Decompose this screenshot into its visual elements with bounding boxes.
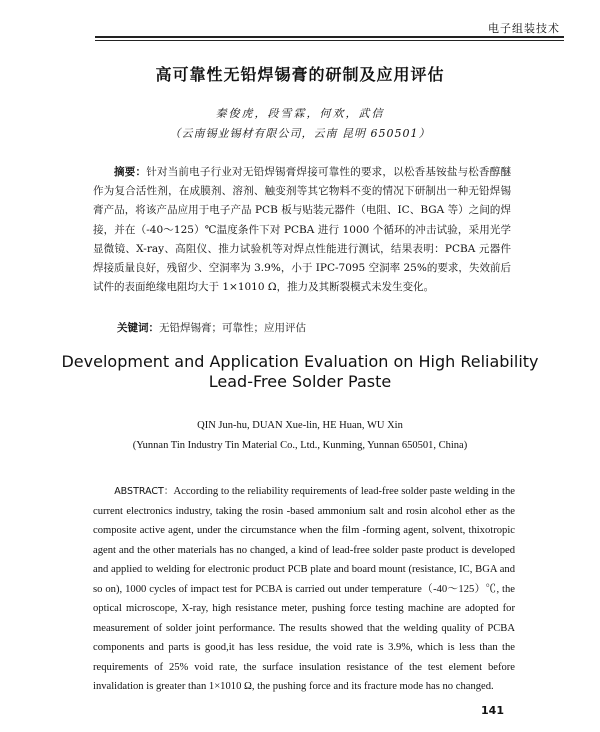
english-abstract-text: According to the reliability requirements of lead-free solder paste welding in the current electronics industry, taking the rosin -based ammonium salt and rosin alcohol ether as the composite active agent, under the circumstance when the film -forming agent, solvent, thixotropic agent and the other materials has no changed, a kind of lead-free solder paste product is developed and applied to welding for electronic product PCB plate and board mount (resistance, IC, BGA and so on), 1000 cycles of impact test for PCBA is carried out under temperature（-40～125）℃, the optical microscope, X-ray, high resistance meter, pushing force testing machine are adopted for measurement of solder joint performance. The results showed that the welding quality of PCBA components and parts is good,it has less residue, the void rate is 3.9%, which is less than the requirements of 25% void rate, the surface insulation resistance of the test element before invalidation is greater than 1×1010 Ω, the pushing force and its fracture mode has no changed. <box>93 486 515 692</box>
chinese-abstract <box>93 163 511 297</box>
english-abstract <box>93 482 515 697</box>
english-title-line2: Lead-Free Solder Paste <box>208 372 392 391</box>
header-rule <box>95 36 564 38</box>
english-title-line1: Development and Application Evaluation on High Reliability <box>61 352 539 371</box>
chinese-authors: 秦俊虎，段雪霖，何欢，武信 <box>215 107 385 120</box>
chinese-affiliation: （云南锡业锡材有限公司，云南 昆明 650501） <box>169 127 431 140</box>
page-number: 141 <box>481 704 504 717</box>
english-abstract-label: ABSTRACT： <box>114 486 174 497</box>
journal-section-header: 电子组装技术 <box>488 22 560 35</box>
header-rule-thin <box>95 40 564 41</box>
chinese-keywords <box>117 320 517 335</box>
chinese-title: 高可靠性无铅焊锡膏的研制及应用评估 <box>155 65 445 84</box>
chinese-abstract-label: 摘要： <box>114 166 147 178</box>
english-affiliation: (Yunnan Tin Industry Tin Material Co., Ltd., Kunming, Yunnan 650501, China) <box>132 440 468 451</box>
english-title <box>0 352 600 392</box>
chinese-keywords-text: 无铅焊锡膏；可靠性；应用评估 <box>159 322 306 334</box>
english-authors: QIN Jun-hu, DUAN Xue-lin, HE Huan, WU Xin <box>197 420 403 431</box>
chinese-keywords-label: 关键词： <box>117 322 159 334</box>
chinese-abstract-text: 针对当前电子行业对无铅焊锡膏焊接可靠性的要求，以松香基铵盐与松香醇醚作为复合活性剂，在成膜剂、溶剂、触变剂等其它物料不变的情况下研制出一种无铅焊锡膏产品，将该产品应用于电子产品 PCB 板与贴装元器件（电阻、IC、BGA 等）之间的焊接，并在（-40～125）℃温度条件下对 PCBA 进行 1000 个循环的冲击试验，采用光学显微镜、X-ray、高阻仪、推力试验机等对焊点性能进行测试，结果表明：PCBA 元器件焊接质量良好，残留少、空洞率为 3.9%，小于 IPC-7095 空洞率 25%的要求，失效前后试件的表面绝缘电阻均大于 1×1010 Ω，推力及其断裂模式未发生变化。 <box>93 166 512 294</box>
